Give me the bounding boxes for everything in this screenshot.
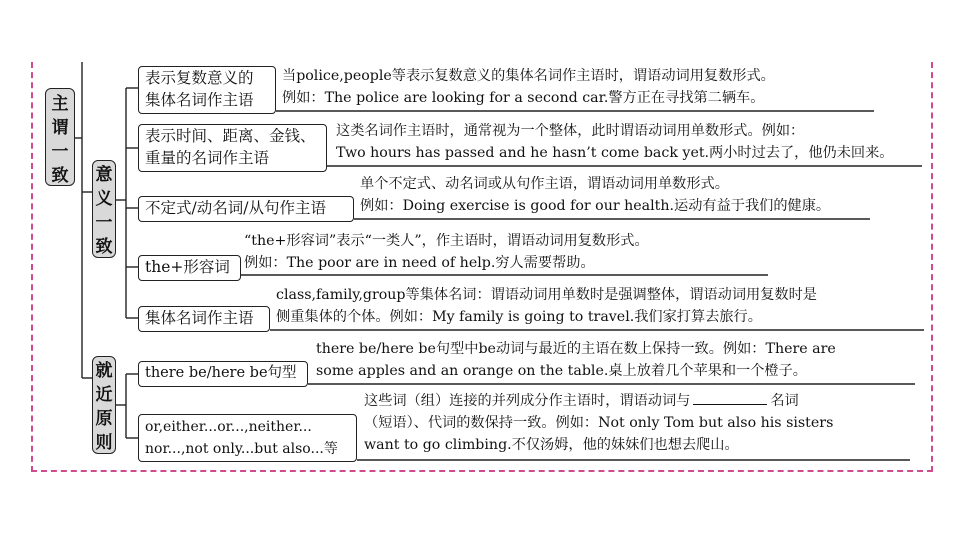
term-line: or,either...or...,neither... (145, 419, 312, 435)
desc-line: 例如：Doing exercise is good for our health.运动有益于我们的健康。 (360, 198, 831, 214)
term-line: nor...,not only...but also...等 (145, 441, 338, 457)
term-box (138, 66, 276, 114)
description (360, 173, 830, 217)
term-box (138, 255, 241, 281)
term-line: the+形容词 (145, 258, 230, 276)
term-box (138, 361, 308, 387)
desc-line: （短语）、代词的数保持一致。例如：Not only Tom but also his sisters (364, 415, 834, 431)
desc-line: there be/here be句型中be动词与最近的主语在数上保持一致。例如：There are (316, 341, 836, 357)
answer-blank[interactable] (693, 390, 767, 405)
description (316, 338, 836, 382)
desc-line: 当police,people等表示复数意义的集体名词作主语时，谓语动词用复数形式。 (282, 68, 775, 84)
category-label: 就近原则 (95, 361, 113, 453)
root-label: 主谓一致 (51, 94, 69, 186)
desc-line: 侧重集体的个体。例如：My family is going to travel.我们家打算去旅行。 (276, 309, 762, 325)
description (276, 284, 817, 328)
term-line: 不定式/动名词/从句作主语 (145, 199, 326, 217)
category-label: 意义一致 (95, 165, 113, 257)
category-node-proximity (92, 356, 116, 454)
desc-line: some apples and an orange on the table.桌上放着几个苹果和一个橙子。 (316, 363, 807, 379)
term-box (138, 414, 357, 462)
term-box (138, 196, 354, 222)
desc-line: 这类名词作主语时，通常视为一个整体，此时谓语动词用单数形式。例如： (336, 123, 805, 139)
term-line: there be/here be句型 (145, 365, 297, 381)
description (364, 390, 833, 456)
category-node-meaning (92, 160, 116, 258)
term-box (138, 124, 327, 172)
desc-line: Two hours has passed and he hasn’t come back yet.两小时过去了，他仍未回来。 (336, 145, 894, 161)
term-line: 集体名词作主语 (145, 309, 254, 327)
desc-text: 名词 (770, 393, 799, 409)
desc-line: 例如：The poor are in need of help.穷人需要帮助。 (244, 255, 595, 271)
term-line: 重量的名词作主语 (145, 149, 270, 167)
term-line: 集体名词作主语 (145, 91, 254, 109)
desc-line (364, 390, 833, 412)
desc-line: “the+形容词”表示“一类人”，作主语时，谓语动词用复数形式。 (244, 233, 649, 249)
term-line: 表示时间、距离、金钱、 (145, 127, 316, 145)
description (244, 230, 649, 274)
desc-line: 例如：The police are looking for a second car.警方正在寻找第二辆车。 (282, 90, 765, 106)
term-line: 表示复数意义的 (145, 69, 254, 87)
desc-line: want to go climbing.不仅汤姆，他的妹妹们也想去爬山。 (364, 437, 739, 453)
desc-line: class,family,group等集体名词：谓语动词用单数时是强调整体，谓语动词用复数时是 (276, 287, 817, 303)
desc-line: 单个不定式、动名词或从句作主语，谓语动词用单数形式。 (360, 176, 729, 192)
root-node (45, 88, 75, 186)
description (282, 65, 775, 109)
desc-text: 这些词（组）连接的并列成分作主语时，谓语动词与 (364, 393, 691, 409)
term-box (138, 306, 270, 332)
description (336, 120, 893, 164)
